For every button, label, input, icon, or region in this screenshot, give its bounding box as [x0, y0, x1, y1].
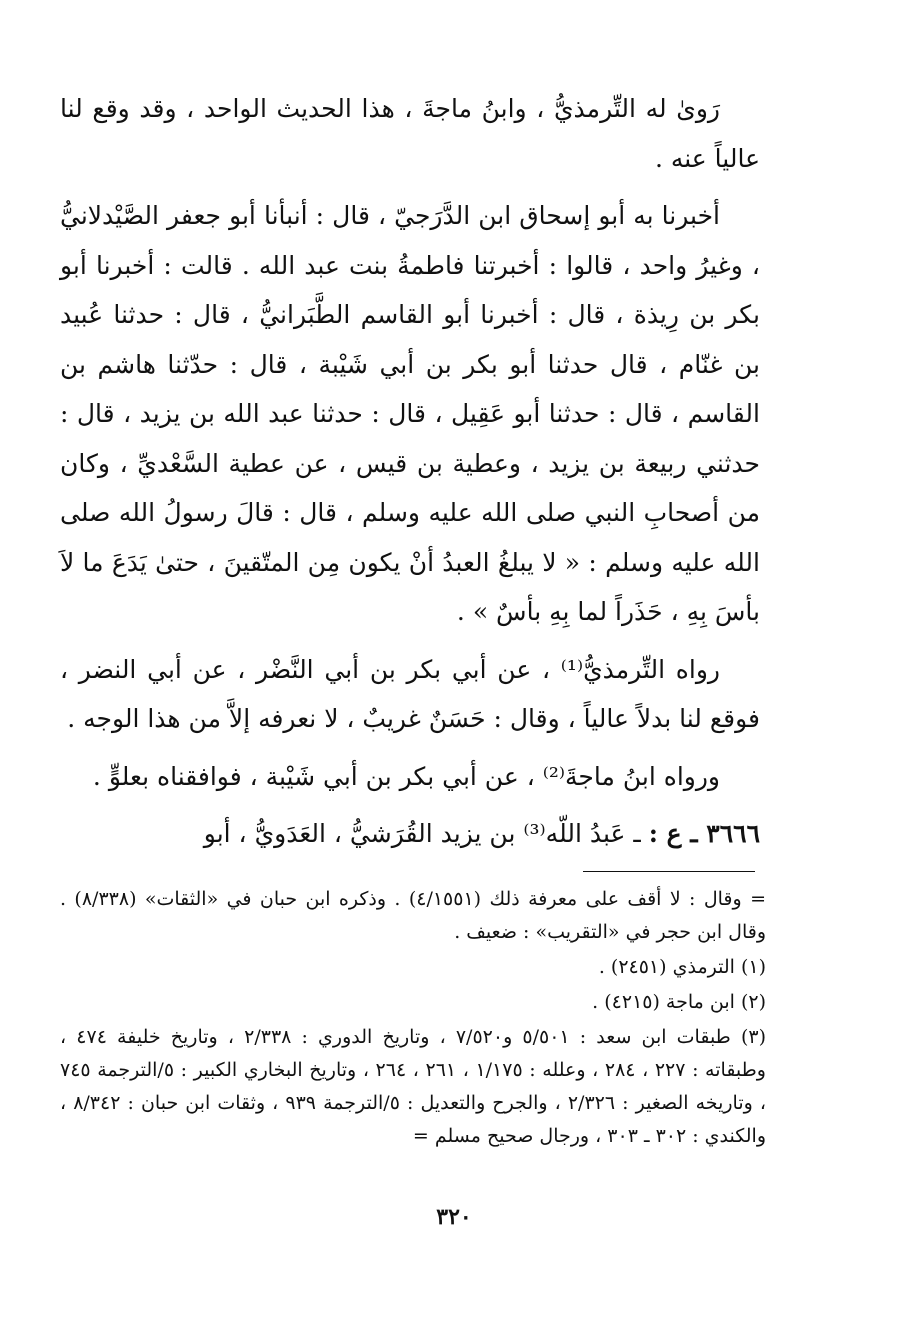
footnote-1: (١) الترمذي (٢٤٥١) . [598, 956, 766, 978]
paragraph-hadith-chain: أخبرنا به أبو إسحاق ابن الدَّرَجيّ ، قال : أنبأنا أبو جعفر الصَّيْدلانيُّ ، وغيرُ واحد ، قالوا : أخبرتنا فاطمةُ بنت عبد الله . قالت : أخبرنا أبو بكر بن رِيذة ، قال : أخبرنا أبو القاسم الطَّبَرانيُّ ، قال : حدثنا عُبيد بن غنّام ، قال حدثنا أبو بكر بن أبي شَيْبة ، قال : حدّثنا هاشم بن القاسم ، قال : حدثنا أبو عَقِيل ، قال : حدثنا عبد الله بن يزيد ، قال : حدثني ربيعة بن يزيد ، وعطية بن قيس ، عن عطية السَّعْديِّ ، وكان من أصحابِ النبي صلى الله عليه وسلم ، قال : قالَ رسولُ الله صلى الله عليه وسلم : « لا يبلغُ العبدُ أنْ يكون مِن المتّقينَ ، حتىٰ يَدَعَ ما لاَ بأسَ بِهِ ، حَذَراً لما بِهِ بأسٌ » . [60, 201, 760, 626]
footnote-2: (٢) ابن ماجة (٤٢١٥) . [592, 991, 766, 1013]
footnote-continuation: = وقال : لا أقف على معرفة ذلك (٤/١٥٥١) . وذكره ابن حبان في «الثقات» (٨/٣٣٨) . وقال ابن حجر في «التقريب» : ضعيف . [60, 888, 766, 943]
main-text [60, 84, 760, 859]
footnotes [60, 883, 766, 1153]
paragraph-narration: رَوىٰ له التِّرمذيُّ ، وابنُ ماجةَ ، هذا الحديث الواحد ، وقد وقع لنا عالياً عنه . [60, 94, 760, 173]
footnote-3: (٣) طبقات ابن سعد : ٥/٥٠١ و٧/٥٢٠ ، وتاريخ الدوري : ٢/٣٣٨ ، وتاريخ خليفة ٤٧٤ ، وطبقاته : ٢٢٧ ، ٢٨٤ ، وعلله : ١/١٧٥ ، ٢٦١ ، ٢٦٤ ، وتاريخ البخاري الكبير : ٥/الترجمة ٧٤٥ ، وتاريخه الصغير : ٢/٣٢٦ ، والجرح والتعديل : ٥/الترجمة ٩٣٩ ، وثقات ابن حبان : ٨/٣٤٢ ، والكندي : ٣٠٢ ـ ٣٠٣ ، ورجال صحيح مسلم = [60, 1026, 766, 1147]
paragraph-tirmidhi: رواه التِّرمذيُّ⁽¹⁾ ، عن أبي بكر بن أبي النَّضْر ، عن أبي النضر ، فوقع لنا بدلاً عالياً ، وقال : حَسَنٌ غريبٌ ، لا نعرفه إلاَّ من هذا الوجه . [60, 654, 760, 733]
page-number: ٣٢٠ [436, 1204, 472, 1230]
entry-number: ٣٦٦٦ ـ ع : [648, 819, 760, 848]
footnote-separator [583, 871, 755, 872]
paragraph-ibn-majah: ورواه ابنُ ماجةَ⁽²⁾ ، عن أبي بكر بن أبي شَيْبة ، فوافقناه بعلوٍّ . [92, 761, 720, 791]
entry-text: ـ عَبدُ اللّه⁽³⁾ بن يزيد القُرَشيُّ ، العَدَويُّ ، أبو [203, 819, 641, 848]
biography-entry [60, 809, 760, 859]
